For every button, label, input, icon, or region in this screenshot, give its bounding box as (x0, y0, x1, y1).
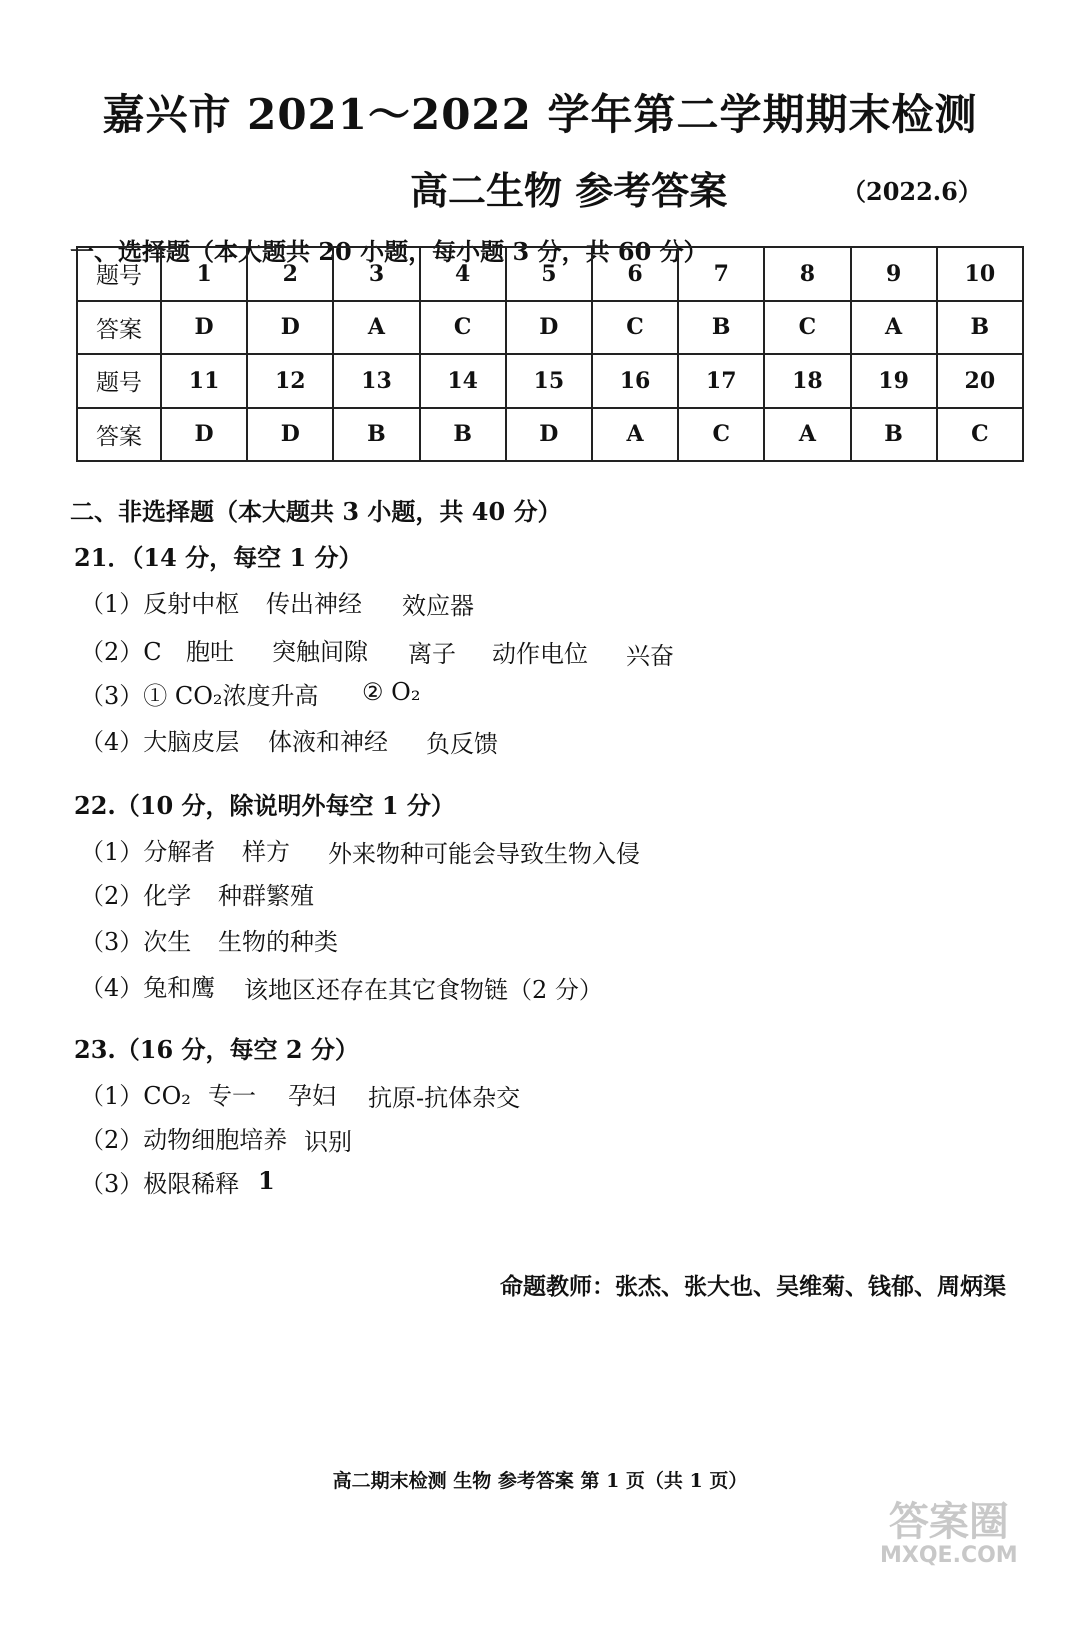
question-number: 20 (937, 354, 1023, 408)
section2-heading: 二、非选择题（本大题共 3 小题，共 40 分） (70, 497, 562, 526)
q23-line2-b: 识别 (304, 1128, 352, 1156)
q21-line4-a: （4）大脑皮层 (80, 728, 240, 756)
q23-line3-a: （3）极限稀释 (80, 1170, 240, 1198)
answer-cell: B (678, 301, 764, 355)
document-subtitle: 高二生物 参考答案 (410, 168, 728, 213)
q22-line1-a: （1）分解者 (80, 838, 216, 866)
table-row (77, 354, 1023, 408)
page-footer: 高二期末检测 生物 参考答案 第 1 页（共 1 页） (332, 1470, 748, 1492)
q22-line4-b: 该地区还存在其它食物链（2 分） (244, 976, 603, 1004)
answer-cell: C (592, 301, 678, 355)
answer-cell: D (506, 408, 592, 462)
q22-line4-a: （4）兔和鹰 (80, 974, 216, 1002)
question-number: 14 (420, 354, 506, 408)
question-number: 12 (247, 354, 333, 408)
table-row (77, 247, 1023, 301)
watermark-logo-text: 答案圈 (888, 1499, 1009, 1545)
question-number: 18 (764, 354, 850, 408)
q23-line1-b: 专一 (208, 1082, 256, 1110)
q21-line1-a: （1）反射中枢 (80, 590, 240, 618)
watermark-url: MXQE.COM (880, 1543, 1018, 1568)
q23-line1-a: （1）CO₂ (80, 1082, 191, 1110)
answer-cell: A (851, 301, 937, 355)
answer-cell: B (333, 408, 419, 462)
q21-line1-b: 传出神经 (266, 590, 362, 618)
row-label: 答案 (77, 301, 161, 355)
answer-cell: B (937, 301, 1023, 355)
q21-line2-d: 离子 (408, 640, 456, 668)
answer-cell: C (678, 408, 764, 462)
q21-line2-b: 胞吐 (186, 638, 234, 666)
answer-cell: D (247, 301, 333, 355)
answer-cell: D (506, 301, 592, 355)
answer-cell: B (420, 408, 506, 462)
q21-line2-e: 动作电位 (492, 640, 588, 668)
question-number: 19 (851, 354, 937, 408)
answer-cell: C (764, 301, 850, 355)
row-label: 题号 (77, 354, 161, 408)
q23-line1-d: 抗原-抗体杂交 (368, 1084, 521, 1112)
q21-line3-a: （3）① CO₂浓度升高 (80, 682, 319, 710)
q21-line2-f: 兴奋 (626, 642, 674, 670)
answer-cell: B (851, 408, 937, 462)
row-label: 题号 (77, 247, 161, 301)
question-number: 13 (333, 354, 419, 408)
document-date: （2022.6） (842, 177, 982, 206)
question-number: 11 (161, 354, 247, 408)
q21-line4-b: 体液和神经 (268, 728, 388, 756)
q22-line3-a: （3）次生 (80, 928, 192, 956)
question-number: 8 (764, 247, 850, 301)
q21-heading: 21．（14 分，每空 1 分） (74, 543, 363, 572)
question-number: 2 (247, 247, 333, 301)
question-number: 17 (678, 354, 764, 408)
question-number: 5 (506, 247, 592, 301)
q23-heading: 23.（16 分，每空 2 分） (74, 1035, 359, 1064)
q21-line4-c: 负反馈 (426, 730, 498, 758)
question-number: 16 (592, 354, 678, 408)
question-number: 4 (420, 247, 506, 301)
answer-cell: D (161, 408, 247, 462)
q22-line2-b: 种群繁殖 (218, 882, 314, 910)
question-number: 9 (851, 247, 937, 301)
q22-line1-b: 样方 (242, 838, 290, 866)
q23-line1-c: 孕妇 (288, 1082, 336, 1110)
table-row (77, 301, 1023, 355)
watermark-logo (880, 1500, 1018, 1568)
answer-cell: A (333, 301, 419, 355)
question-number: 7 (678, 247, 764, 301)
question-number: 1 (161, 247, 247, 301)
question-number: 15 (506, 354, 592, 408)
question-number: 3 (333, 247, 419, 301)
answer-cell: D (247, 408, 333, 462)
table-row (77, 408, 1023, 462)
question-number: 6 (592, 247, 678, 301)
answer-cell: A (592, 408, 678, 462)
q23-line3-b: 1 (258, 1166, 275, 1195)
teachers-credit: 命题教师：张杰、张大也、吴维菊、钱郁、周炳渠 (500, 1273, 1006, 1300)
q21-line2-c: 突触间隙 (272, 638, 368, 666)
row-label: 答案 (77, 408, 161, 462)
answer-cell: A (764, 408, 850, 462)
document-title: 嘉兴市 2021～2022 学年第二学期期末检测 (102, 90, 978, 139)
q22-heading: 22.（10 分，除说明外每空 1 分） (74, 791, 455, 820)
q21-line1-c: 效应器 (402, 592, 474, 620)
answer-cell: C (420, 301, 506, 355)
q22-line3-b: 生物的种类 (218, 928, 338, 956)
q21-line2-a: （2）C (80, 638, 162, 666)
question-number: 10 (937, 247, 1023, 301)
answer-table (76, 246, 1024, 462)
answer-cell: D (161, 301, 247, 355)
section1-heading: 一、选择题（本大题共 20 小题，每小题 3 分，共 60 分） (70, 237, 708, 266)
q22-line1-c: 外来物种可能会导致生物入侵 (328, 840, 640, 868)
q22-line2-a: （2）化学 (80, 882, 192, 910)
q21-line3-b: ② O₂ (362, 678, 421, 706)
answer-cell: C (937, 408, 1023, 462)
q23-line2-a: （2）动物细胞培养 (80, 1126, 288, 1154)
